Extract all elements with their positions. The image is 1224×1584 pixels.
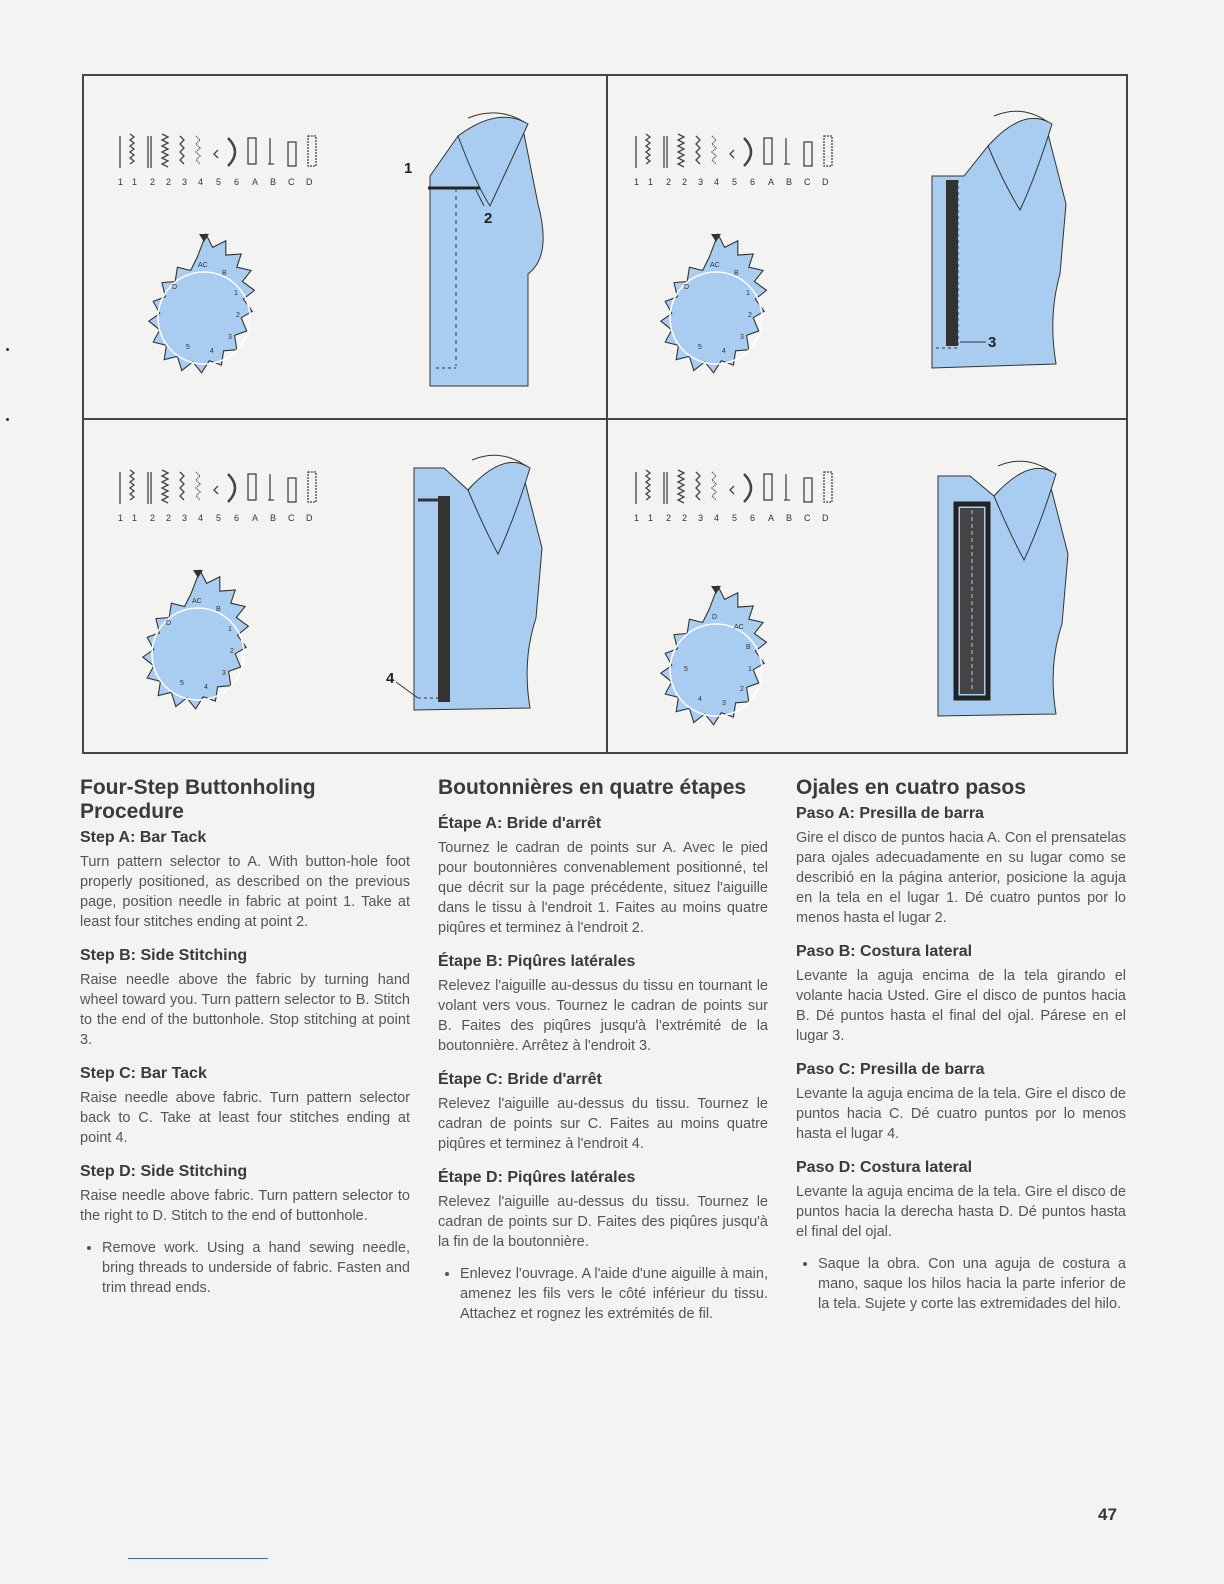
english-step-a-heading: Step A: Bar Tack [80, 829, 207, 846]
french-step-d-text: Relevez l'aiguille au-dessus du tissu. Tournez le cadran de points sur D. Faites des piqûres jusqu'à la fin de la boutonnière. [438, 1194, 768, 1250]
spanish-column [796, 776, 1126, 1314]
english-title: Four-Step Buttonholing Procedure [80, 776, 316, 823]
stitch-chart-icon [120, 470, 316, 504]
shirt-illustration [428, 113, 543, 386]
panel-b-drawing [608, 76, 1128, 416]
panel-step-a: 1 1 2 2 3 4 5 6 A B C D AC B 1 2 3 4 5 D 1 2 [84, 76, 604, 414]
spanish-step-a-heading: Paso A: Presilla de barra [796, 805, 984, 822]
french-bullet-list [438, 1264, 768, 1324]
spanish-step-d-text: Levante la aguja encima de la tela. Gire el disco de puntos hacia la derecha hasta D. Dé puntos hasta el final del ojal. [796, 1184, 1126, 1240]
french-step-c-text: Relevez l'aiguille au-dessus du tissu. Tournez le cadran de points sur C. Faites au moins quatre piqûres et terminez à l'endroit 4. [438, 1096, 768, 1152]
french-step-d-heading: Étape D: Piqûres latérales [438, 1169, 636, 1186]
panel-step-b: 1 1 2 2 3 4 5 6 A B C D AC B 1 2 3 4 5 D 3 [608, 76, 1128, 414]
callout-4: 4 [386, 670, 395, 687]
english-step-d-heading: Step D: Side Stitching [80, 1163, 248, 1180]
english-step-d-text: Raise needle above fabric. Turn pattern selector to the right to D. Stitch to the end of buttonhole. [80, 1188, 410, 1224]
french-step-a-text: Tournez le cadran de points sur A. Avec le pied pour boutonnières convenablement positionné, tel que décrit sur la page précédente, situez l'aiguille dans le tissu à l'endroit 1. Faites au moins quatre piqûres et terminez à l'endroit 2. [438, 840, 768, 936]
panel-d-drawing [608, 420, 1128, 754]
dial-icon [149, 234, 255, 373]
french-step-b-heading: Étape B: Piqûres latérales [438, 953, 636, 970]
english-step-c-text: Raise needle above fabric. Turn pattern selector back to C. Take at least four stitches ending at point 4. [80, 1090, 410, 1146]
panel-a-drawing [84, 76, 604, 416]
spanish-title: Ojales en cuatro pasos [796, 776, 1026, 799]
panel-c-drawing [84, 420, 604, 754]
stitch-chart-icon [120, 134, 316, 168]
english-step-c-heading: Step C: Bar Tack [80, 1065, 207, 1082]
spanish-step-c-text: Levante la aguja encima de la tela. Gire el disco de puntos hacia C. Dé cuatro puntos por lo menos hasta el lugar 4. [796, 1086, 1126, 1142]
dial-icon [143, 570, 249, 709]
english-step-a-text: Turn pattern selector to A. With button-hole foot properly positioned, as described on the previous page, position needle in fabric at point 1. Take at least four stitches ending at point 2. [80, 854, 410, 930]
english-bullet: • Remove work. Using a hand sewing needle, bring threads to underside of fabric. Fasten and trim thread ends. [102, 1238, 410, 1298]
callout-3: 3 [988, 334, 997, 351]
english-bullet-list [80, 1238, 410, 1298]
french-bullet: • Enlevez l'ouvrage. A l'aide d'une aiguille à main, amenez les fils vers le côté inférieur du tissu. Attachez et rognez les extrémités de fil. [460, 1264, 768, 1324]
shirt-illustration [932, 111, 1066, 368]
english-column [80, 776, 410, 1298]
spanish-step-a-text: Gire el disco de puntos hacia A. Con el prensatelas para ojales adecuadamente en su lugar como se describió en la página anterior, posicione la aguja en la tela en el lugar 1. Dé cuatro puntos por lo menos hasta el lugar 2. [796, 830, 1126, 926]
spanish-bullet-list [796, 1254, 1126, 1314]
spanish-step-d-heading: Paso D: Costura lateral [796, 1159, 973, 1176]
french-step-b-text: Relevez l'aiguille au-dessus du tissu en tournant le volant vers vous. Tournez le cadran de points sur B. Faites des piqûres jusqu'à l'extrémité de la boutonnière. Arrêtez à l'endroit 3. [438, 978, 768, 1054]
english-step-b-heading: Step B: Side Stitching [80, 947, 248, 964]
bottom-rule [128, 1558, 268, 1559]
buttonhole-figure-grid [82, 74, 1128, 754]
shirt-illustration [396, 455, 542, 710]
french-step-c-heading: Étape C: Bride d'arrêt [438, 1071, 602, 1088]
shirt-illustration [938, 461, 1068, 716]
french-step-a-heading: Étape A: Bride d'arrêt [438, 815, 602, 832]
spanish-step-b-heading: Paso B: Costura lateral [796, 943, 973, 960]
panel-step-c: 1 1 2 2 3 4 5 6 A B C D AC B 1 2 3 4 5 D 4 [84, 420, 604, 758]
callout-2: 2 [484, 210, 493, 227]
panel-step-d: 1 1 2 2 3 4 5 6 A B C D D AC B 1 2 3 4 5 [608, 420, 1128, 758]
margin-mark [6, 348, 9, 351]
page-number: 47 [1098, 1505, 1117, 1524]
french-title: Boutonnières en quatre étapes [438, 776, 747, 799]
callout-1: 1 [404, 160, 413, 177]
stitch-chart-icon [636, 134, 832, 168]
spanish-step-c-heading: Paso C: Presilla de barra [796, 1061, 985, 1078]
english-step-b-text: Raise needle above the fabric by turning hand wheel toward you. Turn pattern selector to B. Stitch to the end of the buttonhole. Stop stitching at point 3. [80, 972, 410, 1048]
dial-icon [661, 586, 767, 725]
spanish-step-b-text: Levante la aguja encima de la tela girando el volante hacia Usted. Gire el disco de puntos hacia B. Dé puntos hasta el final del ojal. Párese en el lugar 3. [796, 968, 1126, 1044]
spanish-bullet: • Saque la obra. Con una aguja de costura a mano, saque los hilos hacia la parte inferior de la tela. Sujete y corte las extremidades del hilo. [818, 1254, 1126, 1314]
french-column [438, 776, 768, 1324]
margin-mark [6, 418, 9, 421]
dial-icon [661, 234, 767, 373]
stitch-chart-icon [636, 470, 832, 504]
